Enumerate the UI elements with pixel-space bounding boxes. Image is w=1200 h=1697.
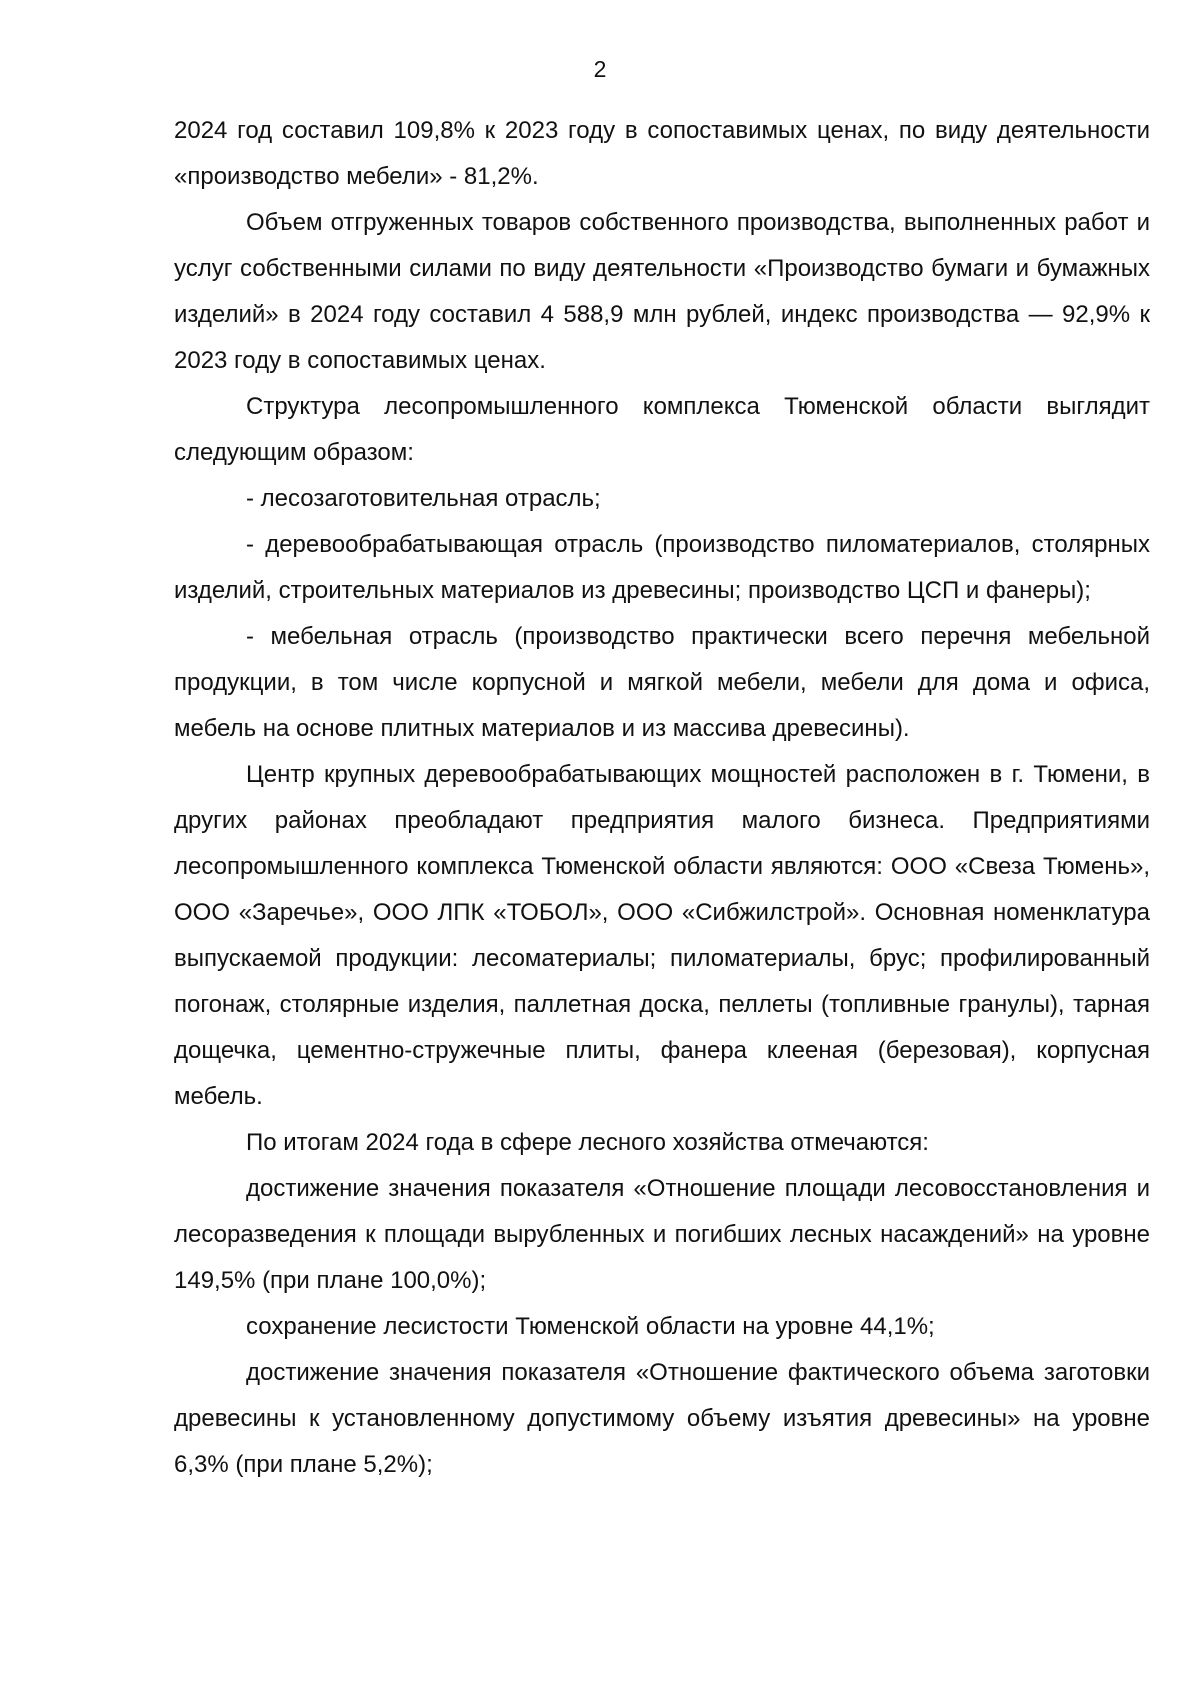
paragraph-continuation: 2024 год составил 109,8% к 2023 году в сопоставимых ценах, по виду деятельности «производство мебели» - 81,2%. [174, 117, 1150, 190]
paragraph-structure-intro: Структура лесопромышленного комплекса Тюменской области выглядит следующим образом: [174, 393, 1150, 466]
list-item-woodworking: - деревообрабатывающая отрасль (производство пиломатериалов, столярных изделий, строительных материалов из древесины; производство ЦСП и фанеры); [174, 531, 1150, 604]
list-item-logging: - лесозаготовительная отрасль; [246, 485, 601, 512]
list-item-reforestation: достижение значения показателя «Отношение площади лесовосстановления и лесоразведения к площади вырубленных и погибших лесных насаждений» на уровне 149,5% (при плане 100,0%); [174, 1175, 1150, 1294]
paragraph-forestry-results-intro: По итогам 2024 года в сфере лесного хозяйства отмечаются: [246, 1129, 929, 1156]
list-item-forest-cover: сохранение лесистости Тюменской области на уровне 44,1%; [246, 1313, 935, 1340]
list-item-harvesting: достижение значения показателя «Отношение фактического объема заготовки древесины к установленному допустимому объему изъятия древесины» на уровне 6,3% (при плане 5,2%); [174, 1359, 1150, 1478]
paragraph-enterprises: Центр крупных деревообрабатывающих мощностей расположен в г. Тюмени, в других районах преобладают предприятия малого бизнеса. Предприятиями лесопромышленного комплекса Тюменской области являются: ООО «Свеза Тюмень», ООО «Заречье», ООО ЛПК «ТОБОЛ», ООО «Сибжилстрой». Основная номенклатура выпускаемой продукции: лесоматериалы; пиломатериалы, брус; профилированный погонаж, столярные изделия, паллетная доска, пеллеты (топливные гранулы), тарная дощечка, цементно-стружечные плиты, фанера клееная (березовая), корпусная мебель. [174, 761, 1150, 1110]
list-item-furniture: - мебельная отрасль (производство практически всего перечня мебельной продукции, в том числе корпусной и мягкой мебели, мебели для дома и офиса, мебель на основе плитных материалов и из массива древесины). [174, 623, 1150, 742]
document-body [174, 108, 1150, 1488]
page-number: 2 [593, 56, 607, 82]
paragraph-shipped-volume: Объем отгруженных товаров собственного производства, выполненных работ и услуг собственными силами по виду деятельности «Производство бумаги и бумажных изделий» в 2024 году составил 4 588,9 млн рублей, индекс производства — 92,9% к 2023 году в сопоставимых ценах. [174, 209, 1150, 374]
